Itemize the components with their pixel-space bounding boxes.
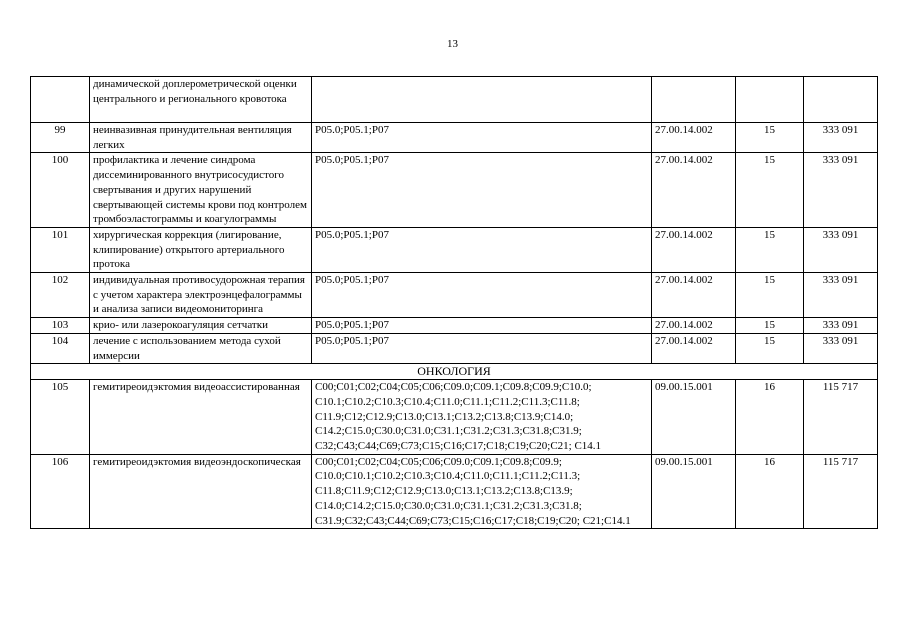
cost-value: 333 091: [804, 123, 878, 153]
group-code: 27.00.14.002: [652, 318, 736, 334]
model-number: 15: [736, 123, 804, 153]
procedures-table: [30, 76, 878, 529]
table-row: [31, 273, 878, 318]
model-number: 16: [736, 454, 804, 529]
cost-value: 333 091: [804, 318, 878, 334]
model-number: 15: [736, 333, 804, 363]
row-number: 103: [31, 318, 90, 334]
model-number: 15: [736, 227, 804, 272]
group-code: 27.00.14.002: [652, 333, 736, 363]
diagnosis-codes: P05.0;P05.1;P07: [312, 123, 652, 153]
cost-value: 333 091: [804, 333, 878, 363]
group-code: 27.00.14.002: [652, 153, 736, 228]
row-number: 105: [31, 380, 90, 455]
section-row: [31, 364, 878, 380]
diagnosis-codes: P05.0;P05.1;P07: [312, 273, 652, 318]
diagnosis-codes: P05.0;P05.1;P07: [312, 333, 652, 363]
diagnosis-codes: C00;C01;C02;C04;C05;C06;C09.0;C09.1;C09.8;C09.9; C10.0;C10.1;C10.2;C10.3;C10.4;C11.0;C11.1;C11.2;C11.3; C11.8;C11.9;C12;C12.9;C13.0;C13.1;C13.2;C13.8;C13.9; C14.0;C14.2;C15.0;C30.0;C31.0;C31.1;C31.2;C31.3;C31.8; C31.9;C32;C43;C44;C69;C73;C15;C16;C17;C18;C19;C20; C21;C14.1: [312, 454, 652, 529]
cost-value: 115 717: [804, 454, 878, 529]
row-number: 99: [31, 123, 90, 153]
row-number: [31, 77, 90, 123]
model-number: [736, 77, 804, 123]
row-number: 100: [31, 153, 90, 228]
group-code: 27.00.14.002: [652, 227, 736, 272]
cost-value: 333 091: [804, 153, 878, 228]
table-row: [31, 454, 878, 529]
table-row: [31, 227, 878, 272]
table-row: [31, 123, 878, 153]
table-row: [31, 333, 878, 363]
procedure-name: гемитиреоидэктомия видеоэндоскопическая: [90, 454, 312, 529]
page-number: 13: [447, 38, 458, 50]
row-number: 106: [31, 454, 90, 529]
procedure-name: лечение с использованием метода сухой иммерсии: [90, 333, 312, 363]
model-number: 15: [736, 273, 804, 318]
row-number: 101: [31, 227, 90, 272]
procedure-name: гемитиреоидэктомия видеоассистированная: [90, 380, 312, 455]
row-number: 102: [31, 273, 90, 318]
procedure-name: индивидуальная противосудорожная терапия с учетом характера электроэнцефалограммы и анализа записи видеомониторинга: [90, 273, 312, 318]
procedure-name: динамической доплерометрической оценки центрального и регионального кровотока: [90, 77, 312, 123]
diagnosis-codes: P05.0;P05.1;P07: [312, 318, 652, 334]
model-number: 16: [736, 380, 804, 455]
group-code: 09.00.15.001: [652, 454, 736, 529]
group-code: 09.00.15.001: [652, 380, 736, 455]
model-number: 15: [736, 318, 804, 334]
diagnosis-codes: [312, 77, 652, 123]
section-title: ОНКОЛОГИЯ: [31, 364, 878, 380]
cost-value: 333 091: [804, 273, 878, 318]
group-code: 27.00.14.002: [652, 123, 736, 153]
model-number: 15: [736, 153, 804, 228]
diagnosis-codes: P05.0;P05.1;P07: [312, 153, 652, 228]
table-row: [31, 380, 878, 455]
table-row: [31, 318, 878, 334]
cost-value: [804, 77, 878, 123]
procedure-name: крио- или лазерокоагуляция сетчатки: [90, 318, 312, 334]
group-code: 27.00.14.002: [652, 273, 736, 318]
procedure-name: хирургическая коррекция (лигирование, клипирование) открытого артериального протока: [90, 227, 312, 272]
diagnosis-codes: P05.0;P05.1;P07: [312, 227, 652, 272]
group-code: [652, 77, 736, 123]
cost-value: 333 091: [804, 227, 878, 272]
table-row: [31, 77, 878, 123]
table-row: [31, 153, 878, 228]
cost-value: 115 717: [804, 380, 878, 455]
diagnosis-codes: C00;C01;C02;C04;C05;C06;C09.0;C09.1;C09.8;C09.9;C10.0; C10.1;C10.2;C10.3;C10.4;C11.0;C11.1;C11.2;C11.3;C11.8; C11.9;C12;C12.9;C13.0;C13.1;C13.2;C13.8;C13.9;C14.0; C14.2;C15.0;C30.0;C31.0;C31.1;C31.2;C31.3;C31.8;C31.9; C32;C43;C44;C69;C73;C15;C16;C17;C18;C19;C20;C21; C14.1: [312, 380, 652, 455]
procedure-name: профилактика и лечение синдрома диссеминированного внутрисосудистого свертывания и других нарушений свертывающей системы крови под контролем тромбоэластограммы и коагулограммы: [90, 153, 312, 228]
row-number: 104: [31, 333, 90, 363]
procedure-name: неинвазивная принудительная вентиляция легких: [90, 123, 312, 153]
